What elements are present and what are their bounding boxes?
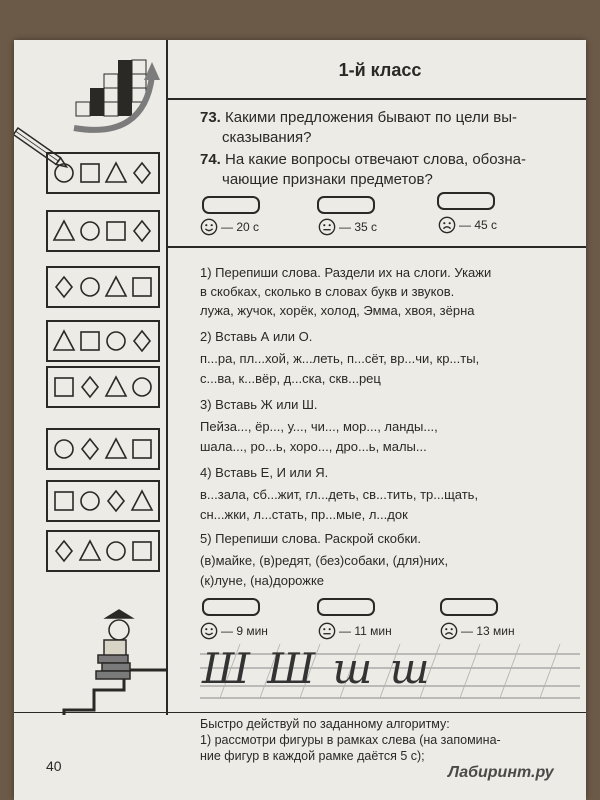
question-number: 74. [200,151,221,168]
question-number: 73. [200,109,221,126]
student-illustration-icon [96,610,132,679]
exercise-4-line2: в...зала, сб...жит, гл...деть, св...тить, тр...щать, [200,487,479,502]
circle-icon [81,492,99,510]
answer-box[interactable] [440,598,498,616]
answer-box[interactable] [202,196,260,214]
arrow-icon [74,76,152,130]
diamond-icon [82,439,98,459]
exercise-1-words: лужа, жучок, хорёк, холод, Эмма, хвоя, зёрна [200,303,475,318]
smile-face-icon [200,622,218,640]
cubes-icon [76,60,146,116]
grade-title: 1-й класс [338,60,422,80]
shape-sequence [48,430,158,468]
diamond-icon [82,377,98,397]
triangle-icon [132,491,152,510]
footer-line: Быстро действуй по заданному алгоритму: [200,717,450,731]
exercise-5-line2: (в)майке, (в)редят, (без)собаки, (для)них, [200,553,449,568]
answer-box[interactable] [317,196,375,214]
shape-sequence [48,268,158,306]
circle-icon [107,332,125,350]
shape-frame [46,152,160,194]
footer-line: 1) рассмотри фигуры в рамках слева (на запомина- [200,733,501,747]
circle-icon [55,440,73,458]
diamond-icon [134,331,150,351]
question-74 [200,150,526,170]
exercise-3-line1: 3) Вставь Ж или Ш. [200,397,318,412]
cursive-letters: Ш Ш ш ш [202,644,432,693]
triangle-icon [106,377,126,396]
exercise-4-line3: сн...жки, л...стать, пр...мые, л...док [200,507,408,522]
triangle-icon [106,163,126,182]
shape-frame [46,210,160,252]
stairs [14,670,166,715]
answer-box[interactable] [317,598,375,616]
square-icon [107,222,125,240]
question-text: Какими предложения бывают по цели вы- [225,109,517,126]
exercise-2-line1: 2) Вставь А или О. [200,329,313,344]
shape-sequence [48,368,158,406]
shape-sequence [48,482,158,520]
exercise-4-line1: 4) Вставь Е, И или Я. [200,465,329,480]
circle-icon [81,278,99,296]
shape-sequence [48,154,158,192]
shape-frame [46,266,160,308]
exercise-2-line3: с...ва, к...вёр, д...ска, скв...рец [200,371,381,386]
section-divider [166,246,586,248]
square-icon [133,278,151,296]
square-icon [81,164,99,182]
square-icon [55,378,73,396]
shape-frame [46,480,160,522]
exercise-5-line3: (к)луне, (на)дорожке [200,573,325,588]
square-icon [81,332,99,350]
shape-frame [46,320,160,362]
square-icon [133,542,151,560]
circle-icon [133,378,151,396]
diamond-icon [134,163,150,183]
smile-face-icon [200,218,218,236]
page-number: 40 [46,758,62,774]
diamond-icon [134,221,150,241]
exercise-2-line2: п...ра, пл...хой, ж...леть, п...сёт, вр...чи, кр...ты, [200,351,480,366]
circle-icon [81,222,99,240]
watermark: Лабиринт.ру [448,764,554,781]
triangle-icon [106,439,126,458]
shape-frame [46,366,160,408]
timer-fast: — 9 мин [200,622,268,640]
exercise-1-line2: в скобках, сколько в словах букв и звуков. [200,284,455,299]
handwriting-practice [200,640,580,700]
neutral-face-icon [318,622,336,640]
triangle-icon [80,541,100,560]
diamond-icon [108,491,124,511]
sad-face-icon [440,622,458,640]
question-73 [200,108,517,128]
question-73-cont: сказывания? [222,129,312,146]
triangle-icon [54,221,74,240]
exercise-3-line2: Пейза..., ёр..., у..., чи..., мор..., ланды..., [200,419,438,434]
square-icon [133,440,151,458]
answer-box[interactable] [202,598,260,616]
shape-frame [46,428,160,470]
square-icon [55,492,73,510]
diamond-icon [56,277,72,297]
timer-fast: — 20 с [200,218,259,236]
shape-frame [46,530,160,572]
neutral-face-icon [318,218,336,236]
shape-sequence [48,322,158,360]
timer-slow: — 13 мин [440,622,515,640]
question-74-cont: чающие признаки предметов? [222,171,433,188]
exercise-1-line1: 1) Перепиши слова. Раздели их на слоги. Укажи [200,265,492,280]
question-text: На какие вопросы отвечают слова, обозна- [225,151,526,168]
timer-medium: — 11 мин [318,622,392,640]
answer-box[interactable] [437,192,495,210]
shape-sequence [48,212,158,250]
footer-instructions [200,716,580,764]
shape-sequence [48,532,158,570]
diamond-icon [56,541,72,561]
title-divider [166,98,586,100]
timer-medium: — 35 с [318,218,377,236]
exercise-5-line1: 5) Перепиши слова. Раскрой скобки. [200,531,422,546]
triangle-icon [106,277,126,296]
sad-face-icon [438,216,456,234]
circle-icon [55,164,73,182]
circle-icon [107,542,125,560]
exercise-3-line3: шала..., ро...ь, хоро..., дро...ь, малы... [200,439,427,454]
timer-slow: — 45 с [438,216,497,234]
triangle-icon [54,331,74,350]
footer-line: ние фигур в каждой рамке даётся 5 с); [200,749,425,763]
footer-divider [14,712,586,713]
